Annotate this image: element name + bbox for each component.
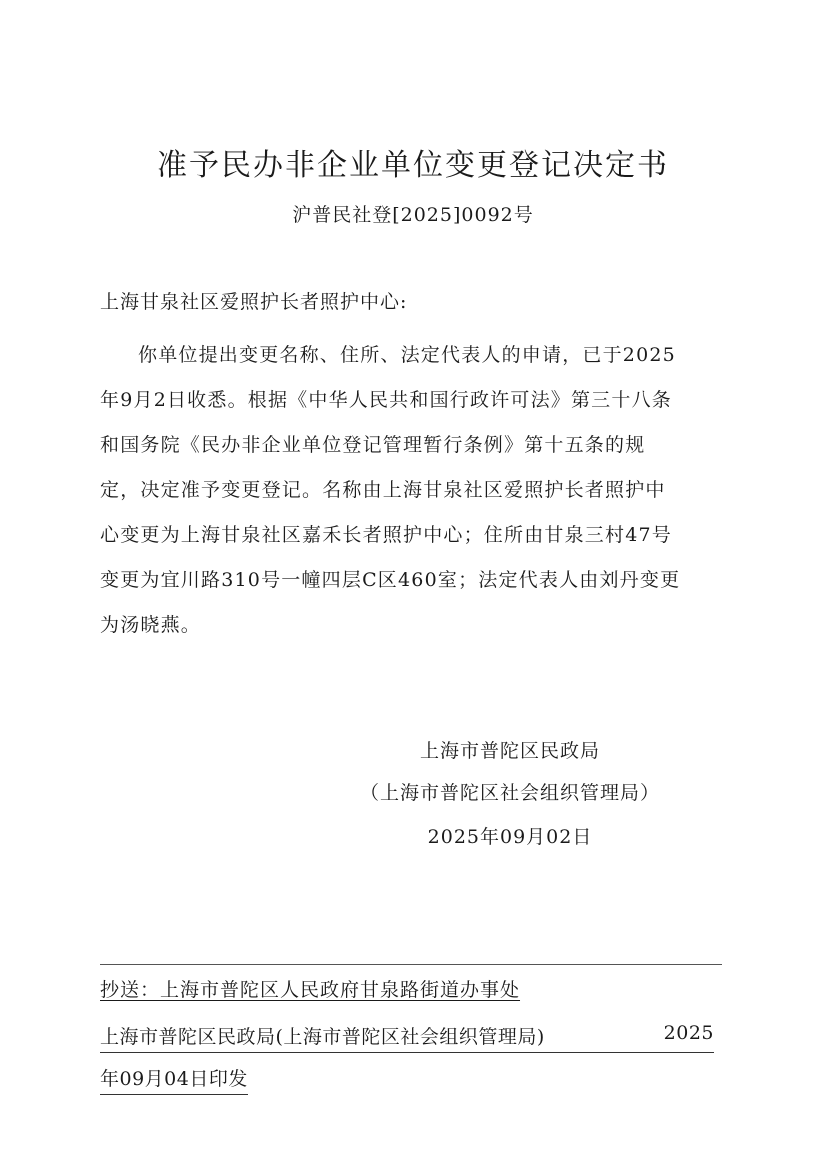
footer-divider (100, 964, 722, 965)
issuer-line (100, 1022, 714, 1053)
signature-org: 上海市普陀区民政局 (419, 740, 600, 762)
issue-year: 2025 (663, 1022, 714, 1044)
signature-date: 2025年09月02日 (427, 826, 593, 848)
document-number: 沪普民社登[2025]0092号 (292, 204, 534, 226)
body-line: 年9月2日收悉。根据《中华人民共和国行政许可法》第三十八条 (100, 389, 672, 411)
issuer-name: 上海市普陀区民政局(上海市普陀区社会组织管理局) (100, 1026, 545, 1048)
body-line: 心变更为上海甘泉社区嘉禾长者照护中心；住所由甘泉三村47号 (100, 524, 672, 546)
body-line: 你单位提出变更名称、住所、法定代表人的申请，已于2025 (138, 344, 676, 366)
body-line: 变更为宜川路310号一幢四层C区460室；法定代表人由刘丹变更 (100, 569, 681, 591)
document-body (100, 333, 722, 648)
signature-sub-org: （上海市普陀区社会组织管理局） (359, 782, 660, 804)
recipient: 上海甘泉社区爱照护长者照护中心: (100, 291, 408, 313)
body-line: 为汤晓燕。 (100, 614, 202, 636)
issue-date: 年09月04日印发 (100, 1064, 248, 1095)
body-line: 定，决定准予变更登记。名称由上海甘泉社区爱照护长者照护中 (100, 479, 666, 501)
body-line: 和国务院《民办非企业单位登记管理暂行条例》第十五条的规 (100, 434, 646, 456)
cc-line: 抄送：上海市普陀区人民政府甘泉路街道办事处 (100, 979, 521, 1001)
document-title: 准予民办非企业单位变更登记决定书 (157, 148, 669, 183)
